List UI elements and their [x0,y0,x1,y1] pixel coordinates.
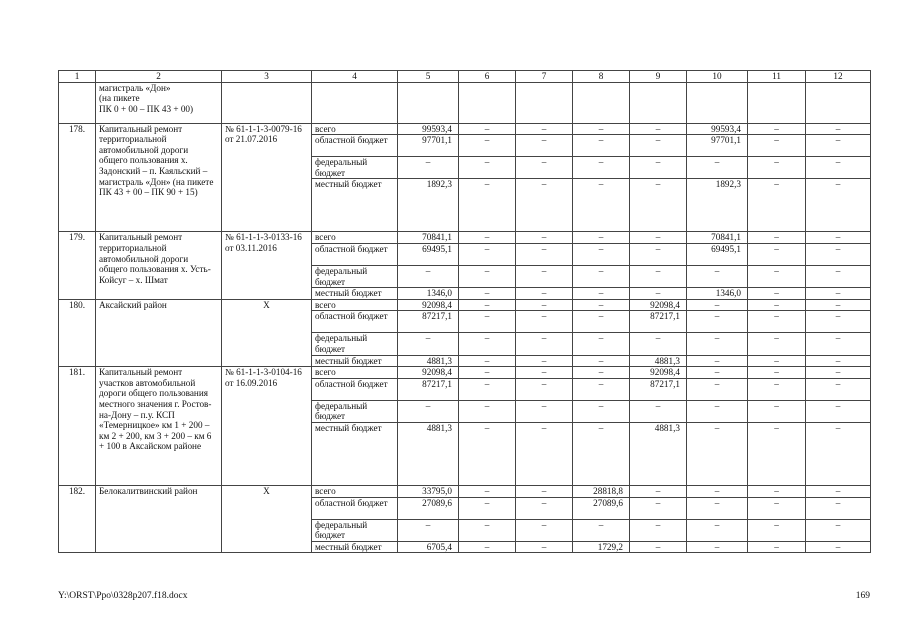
funding-source-label: областной бюджет [312,311,398,333]
value-cell: – [459,422,516,485]
funding-source-label: областной бюджет [312,378,398,400]
value-cell: – [573,400,630,422]
value-cell: 97701,1 [687,135,748,157]
value-cell: – [687,422,748,485]
value-cell: – [748,333,806,355]
continuation-name-cell: магистраль «Дон» (на пикете ПК 0 + 00 – ПК 43 + 00) [96,82,222,123]
row-number-cell: 180. [59,299,96,366]
value-cell: 4881,3 [630,355,687,367]
column-header-5: 5 [398,71,459,83]
value-cell: 1346,0 [687,288,748,300]
row-number-cell: 179. [59,232,96,299]
value-cell: – [459,355,516,367]
row-number-cell [59,82,96,123]
value-cell: – [687,311,748,333]
value-cell: – [748,422,806,485]
document-cell: № 61-1-1-3-0079-16 от 21.07.2016 [222,123,312,232]
value-cell: – [459,135,516,157]
value-cell: – [630,243,687,265]
value-cell: 4881,3 [630,422,687,485]
document-cell: № 61-1-1-3-0133-16 от 03.11.2016 [222,232,312,299]
value-cell: – [516,400,573,422]
value-cell: – [573,422,630,485]
value-cell: – [748,367,806,379]
row-number-cell: 181. [59,367,96,486]
value-cell: – [748,519,806,541]
empty-cell [516,82,573,123]
value-cell: 69495,1 [687,243,748,265]
value-cell: 4881,3 [398,355,459,367]
value-cell: – [806,333,871,355]
value-cell: – [748,243,806,265]
value-cell: – [516,355,573,367]
value-cell: – [516,135,573,157]
column-header-3: 3 [222,71,312,83]
footer-file-path: Y:\ORST\Ppo\0328p207.f18.docx [58,591,188,601]
value-cell: – [573,232,630,244]
value-cell: 87217,1 [630,311,687,333]
row-number-cell: 182. [59,485,96,552]
funding-source-label: всего [312,299,398,311]
value-cell: – [748,497,806,519]
value-cell: – [459,311,516,333]
value-cell: – [459,485,516,497]
value-cell: – [573,123,630,135]
empty-cell [312,82,398,123]
funding-source-label: всего [312,367,398,379]
funding-source-label: всего [312,123,398,135]
value-cell: – [516,367,573,379]
page-number: 169 [855,591,870,601]
column-header-8: 8 [573,71,630,83]
value-cell: – [516,519,573,541]
value-cell: 4881,3 [398,422,459,485]
value-cell: – [748,157,806,179]
value-cell: – [516,123,573,135]
value-cell: – [806,519,871,541]
value-cell: – [516,311,573,333]
value-cell: 92098,4 [398,299,459,311]
column-header-10: 10 [687,71,748,83]
value-cell: – [806,355,871,367]
value-cell: – [573,355,630,367]
value-cell: – [459,400,516,422]
value-cell: – [459,367,516,379]
value-cell: – [516,378,573,400]
table-row [59,232,871,244]
funding-source-label: всего [312,485,398,497]
object-name-cell: Белокалитвинский район [96,485,222,552]
value-cell: 87217,1 [398,378,459,400]
value-cell: – [573,519,630,541]
value-cell: – [459,157,516,179]
table-row [59,123,871,135]
value-cell: – [459,378,516,400]
value-cell: – [398,519,459,541]
value-cell: 1892,3 [398,179,459,232]
value-cell: 99593,4 [398,123,459,135]
funding-source-label: федеральный бюджет [312,400,398,422]
value-cell: – [516,232,573,244]
value-cell: – [516,541,573,553]
value-cell: – [748,400,806,422]
empty-cell [630,82,687,123]
value-cell: – [630,179,687,232]
value-cell: – [748,135,806,157]
table-row [59,367,871,379]
value-cell: – [516,179,573,232]
value-cell: – [573,243,630,265]
value-cell: – [573,179,630,232]
value-cell: 1729,2 [573,541,630,553]
value-cell: – [398,265,459,287]
row-number-cell: 178. [59,123,96,232]
value-cell: – [748,378,806,400]
value-cell: – [459,288,516,300]
value-cell: – [806,400,871,422]
value-cell: – [573,157,630,179]
value-cell: – [630,333,687,355]
value-cell: 33795,0 [398,485,459,497]
object-name-cell: Капитальный ремонт участков автомобильной дороги общего пользования местного значения г. Ростов-на-Дону – п.у. КСП «Темерницкое» км 1 + 200 – км 2 + 200, км 3 + 200 – км 6 + 100 в Аксайском районе [96,367,222,486]
empty-cell [398,82,459,123]
value-cell: – [806,157,871,179]
value-cell: – [687,367,748,379]
empty-cell [573,82,630,123]
value-cell: – [459,265,516,287]
value-cell: – [748,355,806,367]
value-cell: – [630,400,687,422]
value-cell: – [806,179,871,232]
value-cell: – [516,333,573,355]
value-cell: – [748,541,806,553]
value-cell: – [687,378,748,400]
column-header-7: 7 [516,71,573,83]
value-cell: – [630,288,687,300]
value-cell: 92098,4 [398,367,459,379]
funding-source-label: областной бюджет [312,497,398,519]
funding-source-label: федеральный бюджет [312,519,398,541]
value-cell: – [516,422,573,485]
value-cell: – [630,519,687,541]
value-cell: – [806,299,871,311]
value-cell: – [806,232,871,244]
value-cell: – [687,157,748,179]
column-header-2: 2 [96,71,222,83]
object-name-cell: Капитальный ремонт территориальной автомобильной дороги общего пользования х. Задонский – п. Каяльский – магистраль «Дон» (на пикете ПК 43 + 00 – ПК 90 + 15) [96,123,222,232]
value-cell: – [687,400,748,422]
value-cell: 69495,1 [398,243,459,265]
value-cell: – [630,497,687,519]
value-cell: – [516,157,573,179]
empty-cell [222,82,312,123]
value-cell: – [459,243,516,265]
value-cell: 27089,6 [573,497,630,519]
header-row [59,71,871,83]
value-cell: – [398,333,459,355]
value-cell: – [459,519,516,541]
funding-source-label: федеральный бюджет [312,333,398,355]
value-cell: 87217,1 [630,378,687,400]
value-cell: 27089,6 [398,497,459,519]
value-cell: – [459,232,516,244]
value-cell: – [630,157,687,179]
funding-source-label: местный бюджет [312,179,398,232]
column-header-9: 9 [630,71,687,83]
value-cell: 99593,4 [687,123,748,135]
value-cell: – [630,135,687,157]
value-cell: – [573,288,630,300]
value-cell: – [806,123,871,135]
value-cell: – [806,243,871,265]
funding-source-label: федеральный бюджет [312,265,398,287]
value-cell: – [573,367,630,379]
value-cell: – [687,333,748,355]
empty-cell [806,82,871,123]
column-header-4: 4 [312,71,398,83]
empty-cell [748,82,806,123]
value-cell: – [687,265,748,287]
value-cell: – [398,157,459,179]
value-cell: – [459,497,516,519]
value-cell: – [516,299,573,311]
funding-source-label: областной бюджет [312,243,398,265]
value-cell: 92098,4 [630,299,687,311]
funding-source-label: всего [312,232,398,244]
value-cell: – [459,123,516,135]
value-cell: – [516,497,573,519]
object-name-cell: Капитальный ремонт территориальной автомобильной дороги общего пользования х. Усть-Койсуг – х. Шмат [96,232,222,299]
column-header-11: 11 [748,71,806,83]
value-cell: – [806,422,871,485]
value-cell: – [459,179,516,232]
value-cell: – [687,541,748,553]
value-cell: 70841,1 [687,232,748,244]
value-cell: – [687,485,748,497]
value-cell: – [748,311,806,333]
value-cell: – [748,232,806,244]
value-cell: – [398,400,459,422]
funding-source-label: местный бюджет [312,541,398,553]
funding-source-label: местный бюджет [312,422,398,485]
value-cell: 1892,3 [687,179,748,232]
funding-source-label: федеральный бюджет [312,157,398,179]
value-cell: 1346,0 [398,288,459,300]
value-cell: – [573,378,630,400]
value-cell: – [516,265,573,287]
value-cell: – [806,135,871,157]
value-cell: – [573,311,630,333]
value-cell: – [573,135,630,157]
value-cell: – [630,265,687,287]
value-cell: – [806,367,871,379]
value-cell: – [687,355,748,367]
column-header-6: 6 [459,71,516,83]
value-cell: – [516,288,573,300]
budget-table [58,70,871,553]
value-cell: – [516,243,573,265]
value-cell: – [459,333,516,355]
document-cell: Х [222,299,312,366]
value-cell: – [748,123,806,135]
value-cell: 6705,4 [398,541,459,553]
value-cell: – [806,265,871,287]
value-cell: – [806,541,871,553]
value-cell: – [459,541,516,553]
continuation-row [59,82,871,123]
value-cell: – [806,485,871,497]
value-cell: 70841,1 [398,232,459,244]
value-cell: 28818,8 [573,485,630,497]
column-header-1: 1 [59,71,96,83]
column-header-12: 12 [806,71,871,83]
value-cell: – [806,288,871,300]
value-cell: – [806,378,871,400]
table-row [59,299,871,311]
funding-source-label: местный бюджет [312,355,398,367]
value-cell: – [516,485,573,497]
value-cell: 97701,1 [398,135,459,157]
value-cell: – [748,299,806,311]
value-cell: – [748,179,806,232]
document-cell: № 61-1-1-3-0104-16 от 16.09.2016 [222,367,312,486]
value-cell: 92098,4 [630,367,687,379]
object-name-cell: Аксайский район [96,299,222,366]
value-cell: – [459,299,516,311]
value-cell: 87217,1 [398,311,459,333]
value-cell: – [687,519,748,541]
value-cell: – [687,299,748,311]
value-cell: – [630,541,687,553]
value-cell: – [573,265,630,287]
value-cell: – [748,485,806,497]
funding-source-label: местный бюджет [312,288,398,300]
value-cell: – [748,288,806,300]
value-cell: – [573,299,630,311]
value-cell: – [630,485,687,497]
value-cell: – [806,497,871,519]
empty-cell [459,82,516,123]
empty-cell [687,82,748,123]
value-cell: – [630,232,687,244]
document-cell: Х [222,485,312,552]
value-cell: – [573,333,630,355]
table-row [59,485,871,497]
value-cell: – [630,123,687,135]
value-cell: – [748,265,806,287]
value-cell: – [806,311,871,333]
value-cell: – [687,497,748,519]
funding-source-label: областной бюджет [312,135,398,157]
